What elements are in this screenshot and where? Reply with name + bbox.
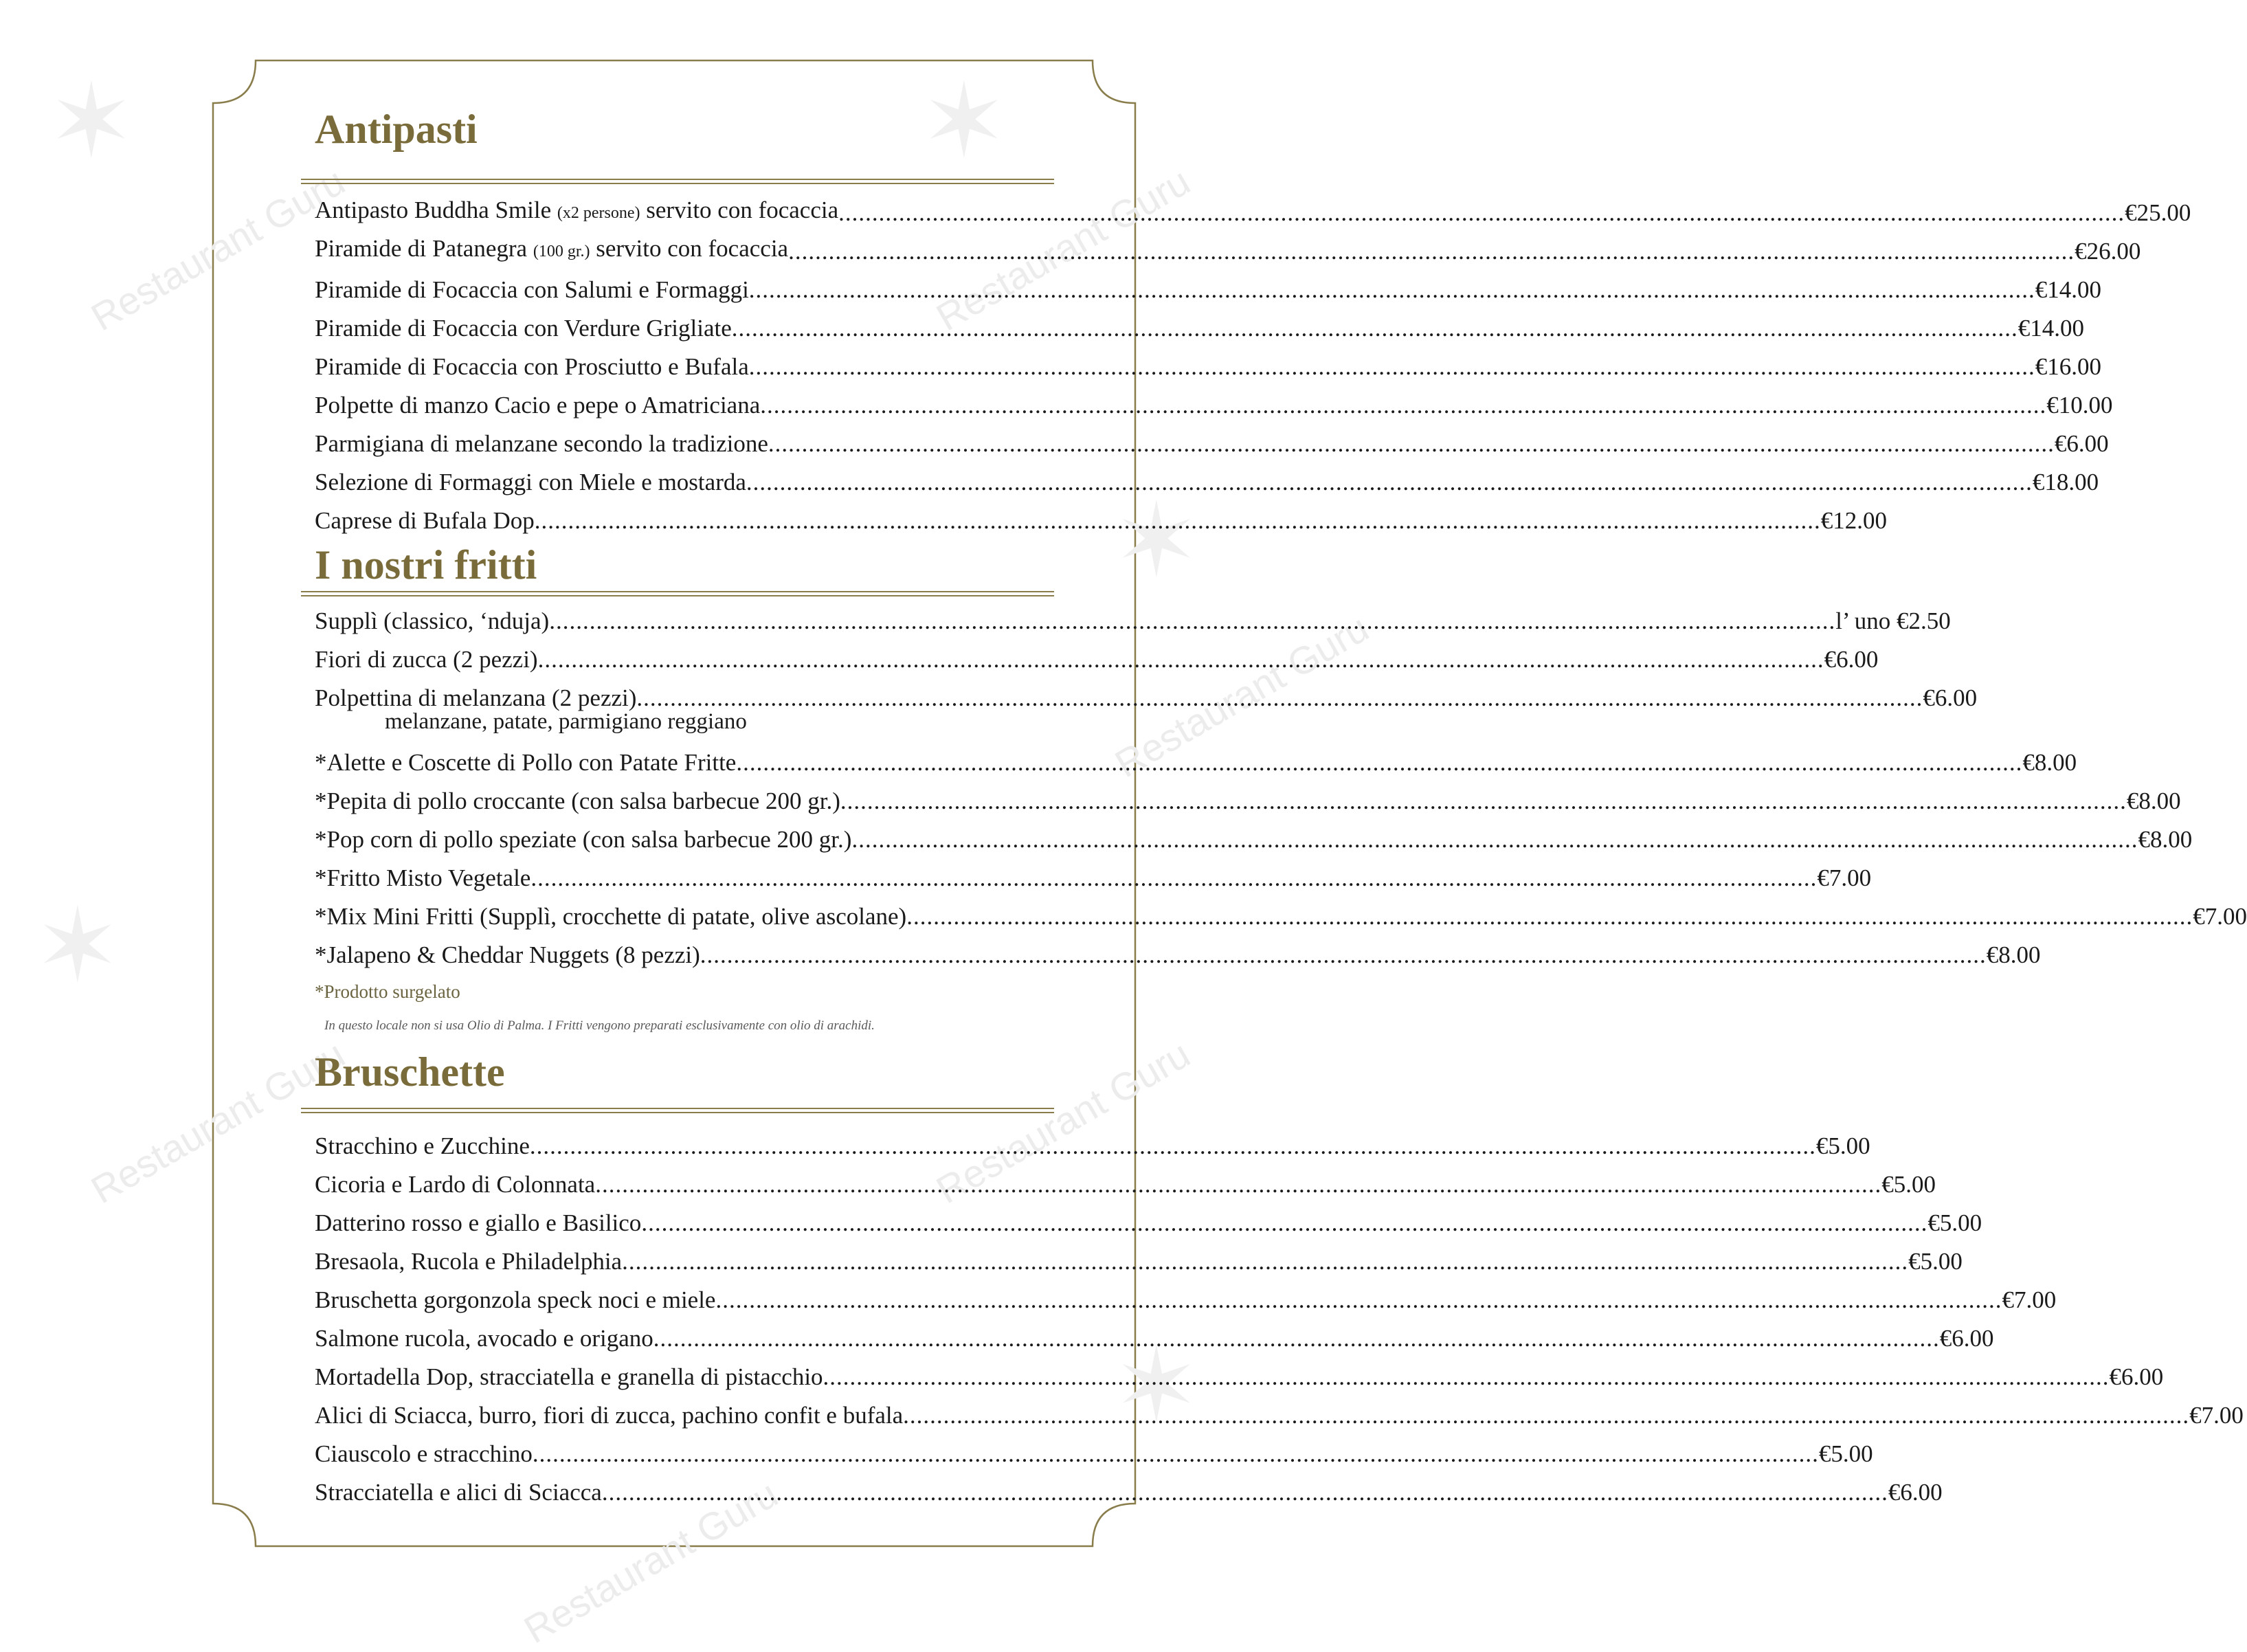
item-price: €18.00 — [2032, 469, 2099, 495]
item-price: €6.00 — [2109, 1363, 2164, 1390]
item-price: €8.00 — [2138, 826, 2193, 853]
item-price: €5.00 — [1881, 1171, 1936, 1198]
watermark-text: Restaurant Guru — [516, 1471, 785, 1652]
menu-item: Ciauscolo e stracchino ..... €5.00 — [315, 1435, 1020, 1473]
menu-item: Datterino rosso e giallo e Basilico ..... €5.00 — [315, 1204, 1020, 1242]
menu-item: *Pepita di pollo croccante (con salsa barbecue 200 gr.) ..... €8.00 — [315, 782, 1020, 821]
watermark-text: Restaurant Guru — [928, 1031, 1198, 1212]
menu-item: Fiori di zucca (2 pezzi) ..... €6.00 — [315, 640, 1020, 679]
item-price: €14.00 — [2035, 276, 2102, 303]
menu-item: *Mix Mini Fritti (Supplì, crocchette di patate, olive ascolane) ..... €7.00 — [315, 897, 1020, 936]
frozen-product-note: *Prodotto surgelato — [315, 981, 460, 1002]
menu-item: Bruschetta gorgonzola speck noci e miele ..... €7.00 — [315, 1281, 1020, 1319]
item-price: €6.00 — [2054, 430, 2109, 457]
item-price: €6.00 — [1923, 684, 1978, 711]
watermark-text: Restaurant Guru — [928, 159, 1198, 339]
watermark-fork-star-icon: ✶ — [921, 62, 1007, 181]
menu-item: Antipasto Buddha Smile (x2 persone) servito con focaccia ..... €25.00 — [315, 194, 1020, 232]
menu-item: Polpette di manzo Cacio e pepe o Amatriciana ..... €10.00 — [315, 386, 1020, 425]
item-price: €6.00 — [1888, 1479, 1943, 1506]
menu-item: Mortadella Dop, stracciatella e granella di pistacchio ..... €6.00 — [315, 1358, 1020, 1396]
item-price: €6.00 — [1939, 1325, 1994, 1352]
item-price: €6.00 — [1824, 646, 1879, 673]
menu-item: Alici di Sciacca, burro, fiori di zucca, pachino confit e bufala ..... €7.00 — [315, 1396, 1020, 1435]
item-price: €14.00 — [2017, 315, 2085, 342]
menu-item: Parmigiana di melanzane secondo la tradizione ..... €6.00 — [315, 425, 1020, 463]
menu-item: Caprese di Bufala Dop ..... €12.00 — [315, 502, 1020, 540]
section-divider — [301, 179, 1054, 184]
item-price: €7.00 — [2189, 1402, 2244, 1429]
item-price: €5.00 — [1818, 1440, 1873, 1467]
menu-item: *Fritto Misto Vegetale ..... €7.00 — [315, 859, 1020, 897]
menu-item: Piramide di Patanegra (100 gr.) servito con focaccia ..... €26.00 — [315, 232, 1020, 271]
item-price: €16.00 — [2035, 353, 2102, 380]
item-price: €8.00 — [2022, 749, 2077, 776]
section-title-antipasti: Antipasti — [315, 107, 478, 152]
item-price: €8.00 — [1986, 941, 2041, 968]
item-price: €12.00 — [1820, 507, 1888, 534]
item-price: €8.00 — [2126, 788, 2181, 814]
item-price: €5.00 — [1927, 1209, 1982, 1236]
menu-item: Stracciatella e alici di Sciacca ..... €6.00 — [315, 1473, 1020, 1512]
section-title-bruschette: Bruschette — [315, 1049, 505, 1095]
item-price: €5.00 — [1908, 1248, 1963, 1275]
watermark-fork-star-icon: ✶ — [34, 886, 121, 1006]
menu-item: *Jalapeno & Cheddar Nuggets (8 pezzi) ..... €8.00 — [315, 936, 1020, 974]
menu-item: Piramide di Focaccia con Verdure Grigliate ..... €14.00 — [315, 309, 1020, 348]
item-price: €7.00 — [1817, 864, 1872, 891]
item-description: melanzane, patate, parmigiano reggiano — [385, 709, 747, 734]
menu-item: Polpettina di melanzana (2 pezzi) ..... €6.00 — [315, 679, 1020, 717]
section-divider — [301, 591, 1054, 596]
section-title-fritti: I nostri fritti — [315, 542, 537, 588]
menu-item: *Pop corn di pollo speziate (con salsa barbecue 200 gr.) ..... €8.00 — [315, 821, 1020, 859]
watermark-text: Restaurant Guru — [83, 159, 353, 339]
watermark-fork-star-icon: ✶ — [48, 62, 135, 181]
watermark-text: Restaurant Guru — [83, 1031, 353, 1212]
item-price: l’ uno €2.50 — [1835, 607, 1951, 634]
watermark-fork-star-icon: ✶ — [1113, 1326, 1200, 1446]
palm-oil-note: In questo locale non si usa Olio di Palma. I Fritti vengono preparati esclusivamente con olio di arachidi. — [324, 1018, 875, 1033]
item-price: €7.00 — [2193, 903, 2247, 930]
section-divider — [301, 1108, 1054, 1113]
menu-item: Bresaola, Rucola e Philadelphia ..... €5.00 — [315, 1242, 1020, 1281]
item-price: €26.00 — [2075, 238, 2141, 265]
watermark-text: Restaurant Guru — [1107, 605, 1376, 786]
item-price: €25.00 — [2125, 199, 2191, 226]
menu-item: Salmone rucola, avocado e origano ..... €6.00 — [315, 1319, 1020, 1358]
item-price: €5.00 — [1815, 1132, 1870, 1159]
item-price: €7.00 — [2002, 1286, 2057, 1313]
menu-item: Piramide di Focaccia con Salumi e Formaggi ..... €14.00 — [315, 271, 1020, 309]
menu-item: Stracchino e Zucchine ..... €5.00 — [315, 1127, 1020, 1165]
menu-item: *Alette e Coscette di Pollo con Patate Fritte ..... €8.00 — [315, 744, 1020, 782]
item-price: €10.00 — [2046, 392, 2113, 418]
menu-item: Supplì (classico, ‘nduja) ..... l’ uno €2.50 — [315, 602, 1020, 640]
watermark-fork-star-icon: ✶ — [1113, 481, 1200, 601]
menu-item: Piramide di Focaccia con Prosciutto e Bufala ..... €16.00 — [315, 348, 1020, 386]
menu-item: Cicoria e Lardo di Colonnata ..... €5.00 — [315, 1165, 1020, 1204]
menu-item: Selezione di Formaggi con Miele e mostarda ..... €18.00 — [315, 463, 1020, 502]
